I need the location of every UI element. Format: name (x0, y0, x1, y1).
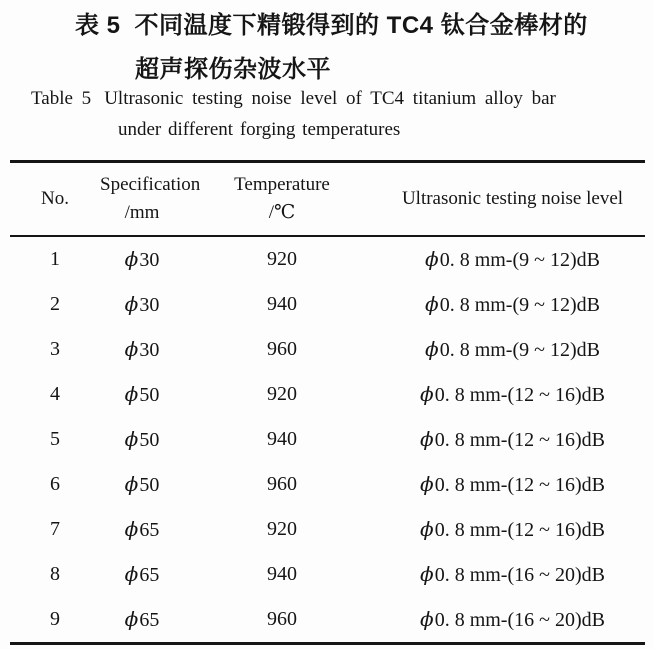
table-title-chinese-line1 (75, 5, 588, 40)
header-specification-line1: Specification (100, 173, 201, 195)
table-row (10, 462, 645, 507)
table-title-en-text: Ultrasonic testing noise level of TC4 titanium alloy bar (104, 88, 556, 109)
noise-value: 0. 8 mm-(9 ~ 12)dB (439, 249, 600, 271)
header-specification-unit: /mm (124, 202, 160, 223)
spec-cell (100, 327, 184, 372)
phi-symbol: ϕ (420, 472, 434, 496)
no-cell: 8 (50, 563, 60, 585)
phi-symbol: ϕ (124, 472, 139, 496)
phi-symbol: ϕ (124, 247, 139, 271)
noise-cell (380, 372, 645, 417)
noise-value: 0. 8 mm-(12 ~ 16)dB (434, 474, 605, 496)
phi-symbol: ϕ (420, 562, 434, 586)
table-title-zh-text: 不同温度下精锻得到的 TC4 钛合金棒材的 (134, 12, 588, 39)
no-cell: 2 (50, 293, 60, 315)
phi-symbol: ϕ (425, 247, 439, 271)
table-row (10, 282, 645, 327)
noise-cell (380, 597, 645, 644)
temp-cell: 940 (267, 563, 297, 585)
phi-symbol: ϕ (124, 382, 139, 406)
phi-symbol: ϕ (420, 517, 434, 541)
spec-value: 50 (139, 384, 160, 406)
phi-symbol: ϕ (420, 427, 434, 451)
table-title-english-line1 (31, 88, 556, 110)
noise-value: 0. 8 mm-(12 ~ 16)dB (434, 384, 605, 406)
noise-value: 0. 8 mm-(9 ~ 12)dB (439, 339, 600, 361)
spec-cell (100, 372, 184, 417)
spec-cell (100, 507, 184, 552)
noise-value: 0. 8 mm-(9 ~ 12)dB (439, 294, 600, 316)
spec-value: 65 (139, 519, 160, 541)
spec-value: 30 (139, 249, 160, 271)
phi-symbol: ϕ (420, 382, 434, 406)
noise-cell (380, 417, 645, 462)
no-cell: 1 (50, 248, 60, 270)
noise-cell (380, 552, 645, 597)
noise-cell (380, 236, 645, 282)
spec-cell (100, 236, 184, 282)
forging-noise-table (10, 160, 645, 645)
temp-cell: 940 (267, 428, 297, 450)
table-row (10, 327, 645, 372)
spec-value: 65 (139, 564, 160, 586)
phi-symbol: ϕ (124, 607, 139, 631)
phi-symbol: ϕ (124, 337, 139, 361)
spec-cell (100, 282, 184, 327)
temp-cell: 920 (267, 248, 297, 270)
phi-symbol: ϕ (124, 292, 139, 316)
phi-symbol: ϕ (420, 607, 434, 631)
spec-value: 65 (139, 609, 160, 631)
no-cell: 7 (50, 518, 60, 540)
table-row (10, 417, 645, 462)
noise-cell (380, 282, 645, 327)
header-temperature-unit: /℃ (268, 202, 296, 223)
table-row (10, 372, 645, 417)
temp-cell: 920 (267, 383, 297, 405)
noise-value: 0. 8 mm-(12 ~ 16)dB (434, 429, 605, 451)
temp-cell: 960 (267, 473, 297, 495)
table-number-label-en: Table 5 (31, 88, 92, 109)
no-cell: 9 (10, 597, 100, 644)
phi-symbol: ϕ (124, 517, 139, 541)
temp-cell: 960 (184, 597, 380, 644)
table-row (10, 552, 645, 597)
temp-cell: 920 (267, 518, 297, 540)
temp-cell: 960 (267, 338, 297, 360)
no-cell: 6 (50, 473, 60, 495)
spec-value: 30 (139, 294, 160, 316)
header-specification (100, 162, 201, 237)
header-temperature-line1: Temperature (234, 173, 330, 195)
temp-cell: 940 (267, 293, 297, 315)
spec-value: 30 (139, 339, 160, 361)
spec-cell (100, 417, 184, 462)
noise-value: 0. 8 mm-(16 ~ 20)dB (434, 609, 605, 631)
spec-value: 50 (139, 429, 160, 451)
no-cell: 5 (50, 428, 60, 450)
spec-value: 50 (139, 474, 160, 496)
header-temperature (184, 162, 380, 237)
table-row (10, 597, 645, 644)
phi-symbol: ϕ (425, 292, 439, 316)
no-cell: 3 (50, 338, 60, 360)
table-row (10, 507, 645, 552)
noise-cell (380, 327, 645, 372)
header-noise-level: Ultrasonic testing noise level (380, 162, 645, 237)
no-cell: 4 (50, 383, 60, 405)
noise-value: 0. 8 mm-(12 ~ 16)dB (434, 519, 605, 541)
spec-cell (100, 552, 184, 597)
phi-symbol: ϕ (425, 337, 439, 361)
spec-cell (100, 462, 184, 507)
table-title-chinese-line2: 超声探伤杂波水平 (135, 56, 331, 83)
spec-cell (100, 597, 184, 644)
phi-symbol: ϕ (124, 427, 139, 451)
table-row (10, 236, 645, 282)
noise-cell (380, 462, 645, 507)
noise-cell (380, 507, 645, 552)
header-row (10, 162, 645, 237)
table-number-label-zh: 表 5 (75, 12, 121, 39)
phi-symbol: ϕ (124, 562, 139, 586)
header-no: No. (10, 162, 100, 237)
noise-value: 0. 8 mm-(16 ~ 20)dB (434, 564, 605, 586)
table-title-english-line2: under different forging temperatures (118, 119, 401, 140)
